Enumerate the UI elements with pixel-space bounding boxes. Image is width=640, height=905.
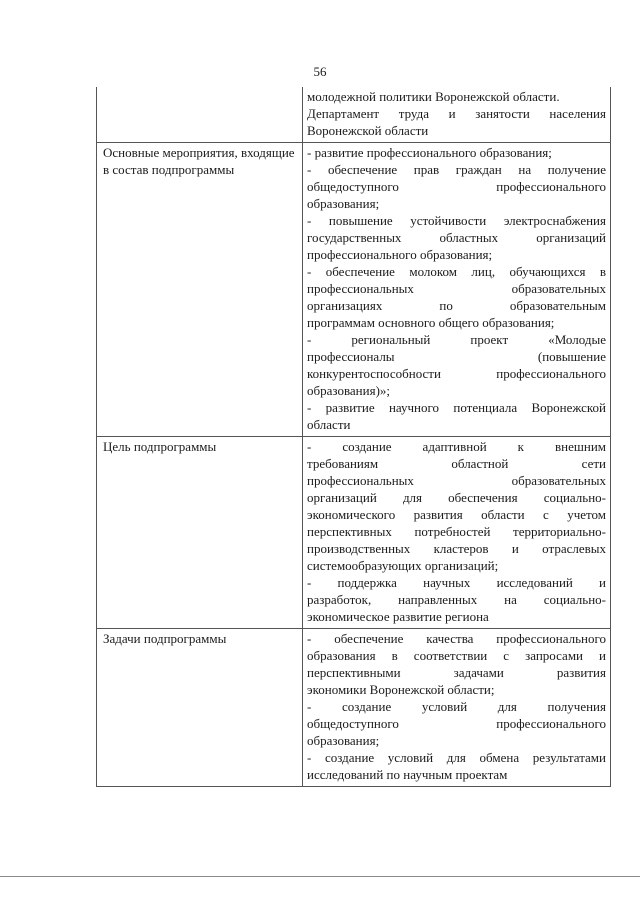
content-line: профессионального образования;: [307, 247, 493, 262]
content-line: - обеспечение прав граждан на получение: [307, 162, 606, 177]
content-line: организациях по образовательным: [307, 298, 606, 313]
content-line: - обеспечение молоком лиц, обучающихся в: [307, 264, 606, 279]
content-line: государственных областных организаций: [307, 230, 606, 245]
content-line: профессионалы (повышение: [307, 349, 606, 364]
row-label: Цель подпрограммы: [103, 439, 217, 454]
content-line: - обеспечение качества профессионального: [307, 631, 606, 646]
table-row: [97, 143, 611, 437]
content-line: общедоступного профессионального: [307, 179, 606, 194]
content-line: образования в соответствии с запросами и: [307, 648, 606, 663]
content-line: конкурентоспособности профессионального: [307, 366, 606, 381]
table-row: [97, 437, 611, 629]
content-line: экономического развития области с учетом: [307, 507, 606, 522]
content-line: - создание условий для обмена результатами: [307, 750, 606, 765]
row-label-cell: [97, 437, 303, 629]
content-line: программам основного общего образования;: [307, 315, 555, 330]
row-label: Задачи подпрограммы: [103, 631, 227, 646]
row-content-cell: [303, 143, 611, 437]
row-label-cell: [97, 87, 303, 143]
content-line: - поддержка научных исследований и: [307, 575, 606, 590]
content-line: организаций для обеспечения социально-: [307, 490, 606, 505]
content-line: требованиям областной сети: [307, 456, 606, 471]
content-line: образования;: [307, 196, 380, 211]
content-line: перспективными задачами развития: [307, 665, 606, 680]
table-row: [97, 629, 611, 787]
row-content-cell: [303, 629, 611, 787]
content-line: - создание адаптивной к внешним: [307, 439, 606, 454]
content-line: Воронежской области: [307, 123, 429, 138]
content-line: общедоступного профессионального: [307, 716, 606, 731]
row-label-cell: [97, 143, 303, 437]
content-line: исследований по научным проектам: [307, 767, 508, 782]
content-line: экономическое развитие региона: [307, 609, 489, 624]
row-label: Основные мероприятия, входящие в состав подпрограммы: [103, 145, 295, 177]
page-number: 56: [313, 64, 327, 79]
content-line: - развитие профессионального образования;: [307, 145, 552, 160]
content-line: экономики Воронежской области;: [307, 682, 495, 697]
subprogram-passport-table: [96, 87, 611, 787]
table-row: [97, 87, 611, 143]
row-content-cell: [303, 437, 611, 629]
content-line: производственных кластеров и отраслевых: [307, 541, 606, 556]
page-bottom-rule: [0, 876, 640, 877]
content-line: разработок, направленных на социально-: [307, 592, 606, 607]
table-body: [97, 87, 611, 787]
content-line: области: [307, 417, 351, 432]
content-line: - создание условий для получения: [307, 699, 606, 714]
row-label-cell: [97, 629, 303, 787]
content-line: перспективных потребностей территориально-: [307, 524, 606, 539]
content-line: профессиональных образовательных: [307, 281, 606, 296]
content-line: Департамент труда и занятости населения: [307, 106, 606, 121]
content-line: - повышение устойчивости электроснабжения: [307, 213, 606, 228]
content-line: молодежной политики Воронежской области.: [307, 89, 560, 104]
content-line: образования)»;: [307, 383, 391, 398]
content-line: - региональный проект «Молодые: [307, 332, 606, 347]
content-line: системообразующих организаций;: [307, 558, 499, 573]
row-content-cell: [303, 87, 611, 143]
content-line: - развитие научного потенциала Воронежской: [307, 400, 606, 415]
content-line: профессиональных образовательных: [307, 473, 606, 488]
content-line: образования;: [307, 733, 380, 748]
